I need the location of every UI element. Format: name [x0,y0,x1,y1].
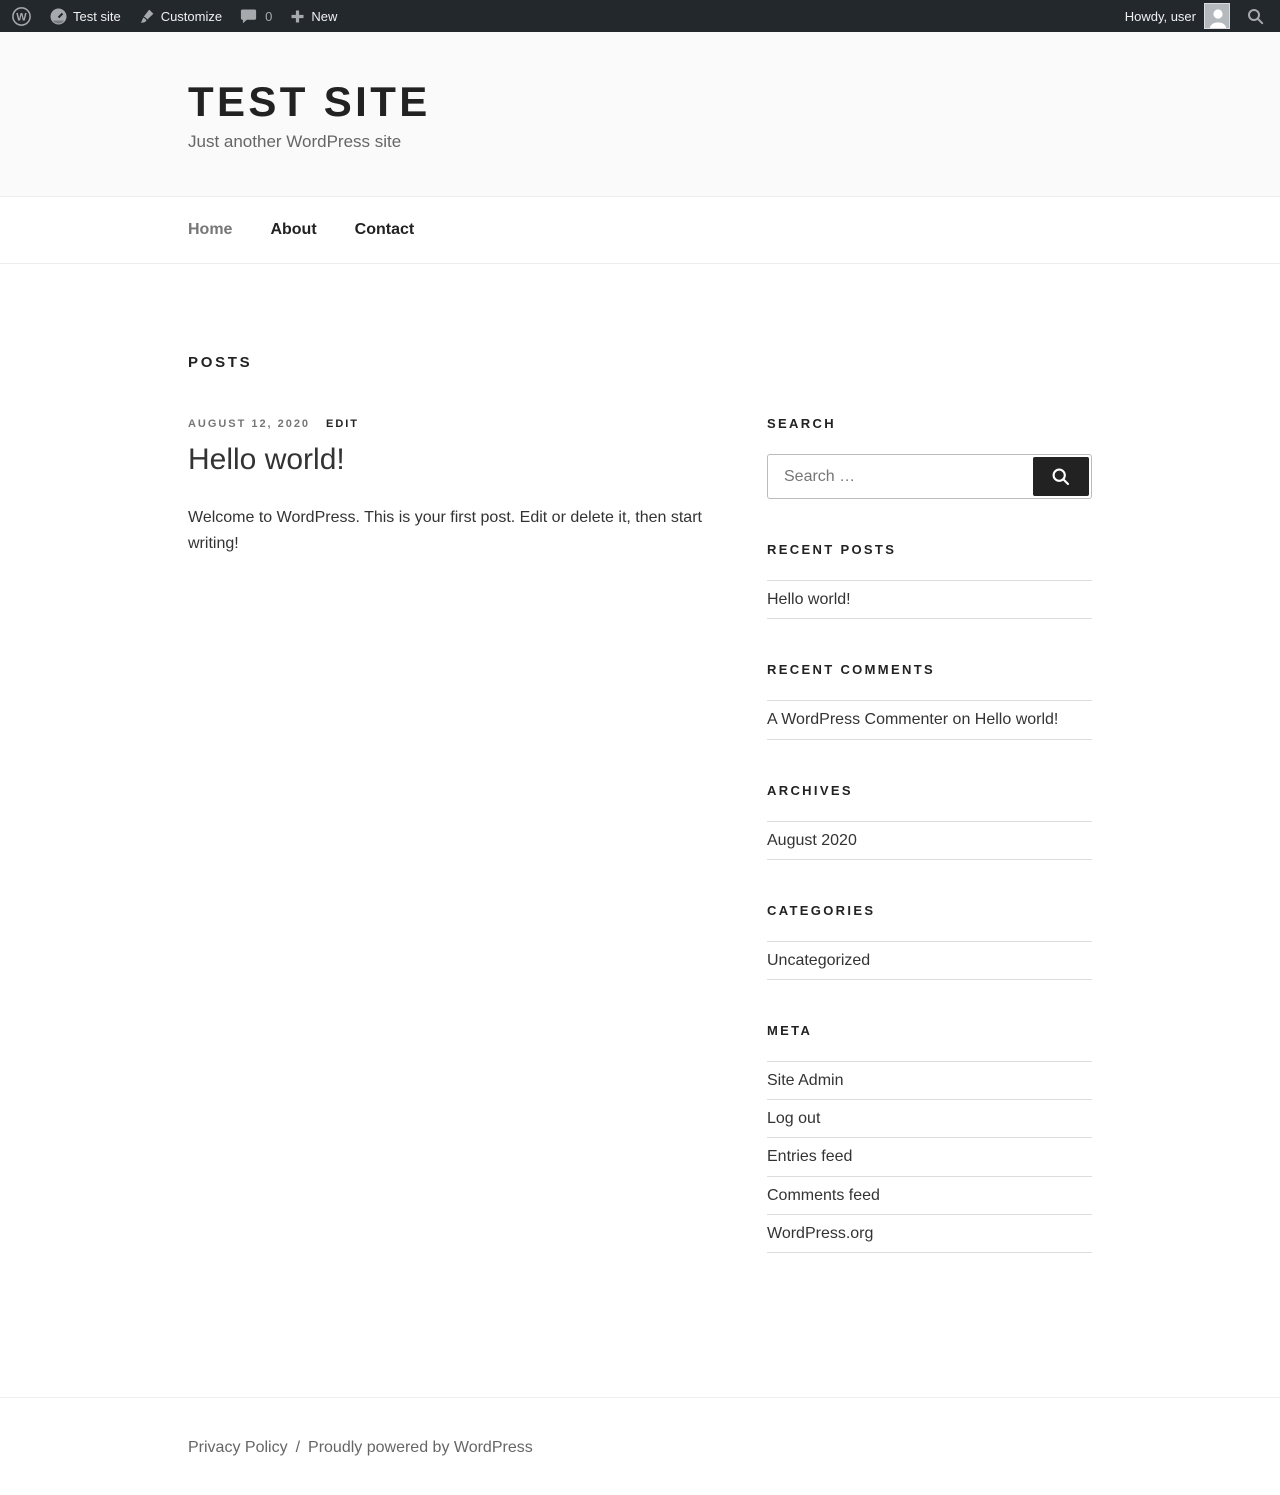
privacy-policy-link[interactable]: Privacy Policy [188,1438,288,1456]
categories-widget [767,904,1092,980]
wp-logo-menu[interactable] [2,0,41,32]
search-icon [1247,8,1264,25]
howdy-label: Howdy, user [1124,8,1196,24]
nav-item-home[interactable]: Home [188,221,233,239]
site-footer [0,1397,1280,1495]
customize-brush-icon [139,8,155,24]
search-form [767,454,1092,499]
categories-title: CATEGORIES [767,902,876,918]
powered-by-link[interactable]: Proudly powered by WordPress [308,1438,533,1456]
site-admin-link[interactable]: Site Admin [767,1071,844,1089]
comment-author-link[interactable]: A WordPress Commenter [767,711,949,729]
log-out-link[interactable]: Log out [767,1110,821,1128]
search-widget [767,417,1092,499]
avatar [1204,3,1230,29]
archives-widget [767,784,1092,860]
plus-icon [290,9,305,24]
site-name-label: Test site [73,8,121,24]
post-date-link[interactable]: AUGUST 12, 2020 [188,418,311,431]
nav-item-about[interactable]: About [270,221,317,239]
list-item [767,1062,1092,1100]
comment-post-link[interactable]: Hello world! [974,711,1059,729]
main-column [188,354,712,558]
search-submit-button[interactable] [1033,457,1089,496]
comments-bubble-icon [240,8,257,24]
recent-posts-title: RECENT POSTS [767,542,897,558]
my-account-menu[interactable] [1116,0,1239,32]
comments-feed-link[interactable]: Comments feed [767,1186,880,1204]
dashboard-gauge-icon [50,8,67,25]
archive-link[interactable]: August 2020 [767,831,857,849]
entries-feed-link[interactable]: Entries feed [767,1148,853,1166]
list-item [767,942,1092,980]
new-content-menu[interactable] [281,0,346,32]
category-link[interactable]: Uncategorized [767,951,871,969]
post-title-link[interactable]: Hello world! [188,443,345,477]
customize-menu[interactable] [130,0,231,32]
main-navigation [0,196,1280,264]
recent-comments-title: RECENT COMMENTS [767,662,935,678]
site-name-menu[interactable] [41,0,130,32]
list-item [767,1138,1092,1176]
wordpress-org-link[interactable]: WordPress.org [767,1224,874,1242]
new-label: New [311,8,338,24]
comments-count: 0 [265,8,273,24]
recent-posts-widget [767,543,1092,619]
admin-bar [0,0,1280,32]
footer-separator: / [295,1438,301,1456]
site-tagline: Just another WordPress site [188,132,402,152]
sidebar [767,354,1092,1297]
comments-menu[interactable] [231,0,281,32]
comment-connector: on [948,711,975,729]
svg-text:W: W [16,11,27,23]
site-content [0,264,1280,1397]
site-title[interactable]: TEST SITE [188,78,431,125]
list-item [767,1100,1092,1138]
admin-bar-right [1116,0,1272,32]
post-title [188,441,712,479]
entry-meta [188,418,712,431]
list-item [767,581,1092,619]
list-item [767,701,1092,739]
list-item [767,1177,1092,1215]
search-widget-title: SEARCH [767,416,836,432]
search-icon [1051,467,1071,487]
site-header [0,32,1280,196]
wordpress-logo-icon [11,6,32,27]
post-body: Welcome to WordPress. This is your first post. Edit or delete it, then start writing! [188,508,702,553]
list-item [767,1215,1092,1253]
recent-post-link[interactable]: Hello world! [767,591,851,609]
post-article [188,418,712,558]
page-title: POSTS [188,354,253,372]
meta-widget [767,1024,1092,1253]
customize-label: Customize [160,8,223,24]
adminbar-search-button[interactable] [1239,0,1272,32]
nav-item-contact[interactable]: Contact [354,221,415,239]
meta-title: META [767,1022,813,1038]
post-edit-link[interactable]: EDIT [326,418,360,431]
list-item [767,822,1092,860]
recent-comments-widget [767,663,1092,739]
archives-title: ARCHIVES [767,782,853,798]
